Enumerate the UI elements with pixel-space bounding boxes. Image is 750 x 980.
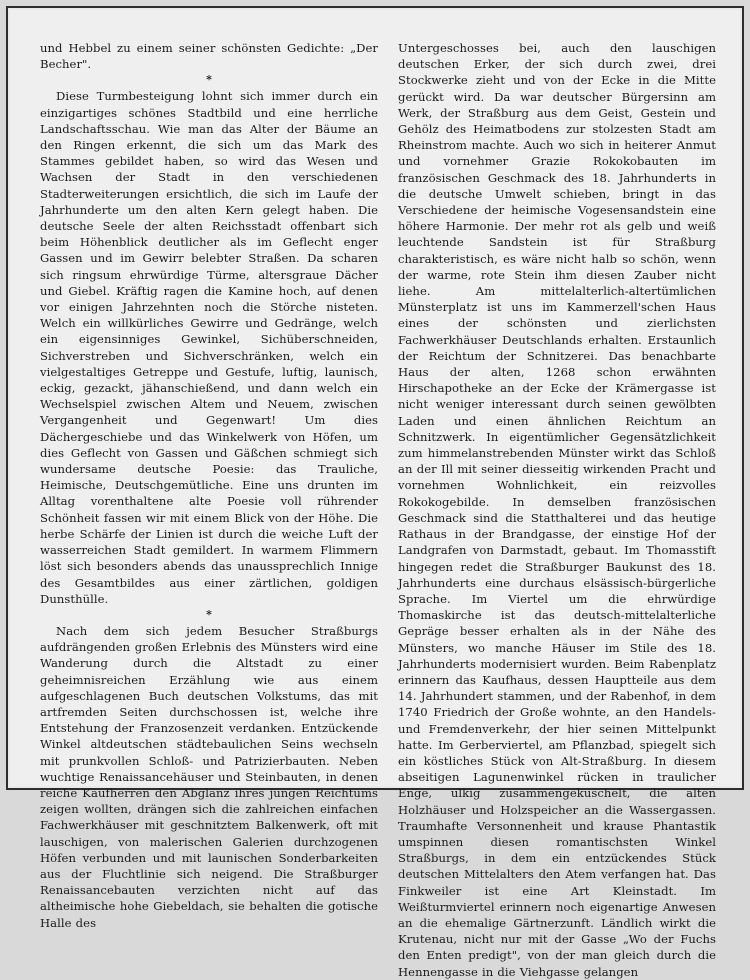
section-separator: * bbox=[206, 607, 212, 621]
paragraph: Untergeschosses bei, auch den lauschigen deutschen Erker, der sich durch zwei, drei Stockwerke zieht und von der Ecke in die Mitte gerückt wird. Da war deutscher Bürgersinn am Werk, der Straßburg aus dem Geist, Gestein und Gehölz des Heimatbodens zur stolzesten Stadt am Rheinstrom machte. Auch wo sich in heiterer Anmut und vornehmer Grazie Rokokobauten im französischen Geschmack des 18. Jahrhunderts in die deutsche Umwelt schieben, bringt in das Verschiedene der heimische Vogesensandstein eine höhere Harmonie. Der mehr rot als gelb und weiß leuchtende Sandstein ist für Straßburg charakteristisch, es wäre nicht halb so schön, wenn der warme, rote Stein ihm diesen Zauber nicht liehe. Am mittelalterlich-altertümlichen Münsterplatz ist uns im Kammerzell'schen Haus eines der schönsten und zierlichsten Fachwerkhäuser Deutschlands erhalten. Erstaunlich der Reichtum der Schnitzerei. Das benachbarte Haus der alten, 1268 schon erwähnten Hirschapotheke an der Ecke der Krämergasse ist nicht weniger interessant durch seinen gewölbten Laden und einen ähnlichen Reichtum an Schnitzwerk. In eigentümlicher Gegensätzlichkeit zum himmelanstrebenden Münster wirkt das Schloß an der Ill mit seiner diesseitig wirkenden Pracht und vornehmen Wohnlichkeit, ein reizvolles Rokokogebilde. In demselben französischen Geschmack sind die Statthalterei und das heutige Rathaus in der Brandgasse, der einstige Hof der Landgrafen von Darmstadt, gebaut. Im Thomasstift hingegen redet die Straßburger Baukunst des 18. Jahrhunderts eine durchaus elsässisch-bürgerliche Sprache. Im Viertel um die ehrwürdige Thomaskirche ist das deutsch-mittelalterliche Gepräge besser erhalten als in der Nähe des Münsters, wo manche Häuser im Stile des 18. Jahrhunderts modernisiert wurden. Beim Rabenplatz erinnern das Kaufhaus, dessen Hauptteile aus dem 14. Jahrhundert stammen, und der Rabenhof, in dem 1740 Friedrich der Große wohnte, an den Handels- und Fremdenverkehr, der hier seinen Mittelpunkt hatte. Im Gerberviertel, am Pflanzbad, spiegelt sich ein köstliches Stück von Alt-Straßburg. In diesem abseitigen Lagunenwinkel rücken in traulicher Enge, ulkig zusammengekuschelt, die alten Holzhäuser und Holzspeicher an die Wassergassen. Traumhafte Versonnenheit und krause Phantastik umspinnen diesen romantischsten Winkel Straßburgs, in dem ein entzückendes Stück deutschen Mittelalters den Atem verfangen hat. Das Finkweiler ist eine Art Kleinstadt. Im Weißturmviertel erinnern noch eigenartige Anwesen an die ehemalige Gärtnerzunft. Ländlich wirkt die Krutenau, nicht nur mit der Gasse „Wo der Fuchs den Enten predigt", von der man gleich durch die Hennengasse in die Viehgasse gelangen bbox=[398, 41, 716, 979]
book-page bbox=[10, 10, 740, 979]
paragraph: Nach dem sich jedem Besucher Straßburgs aufdrängenden großen Erlebnis des Münsters wird eine Wanderung durch die Altstadt zu einer geheimnisreichen Erzählung wie aus einem aufgeschlagenen Buch deutschen Volkstums, das mit artfremden Seiten durchschossen ist, welche ihre Entstehung der Franzosenzeit verdanken. Entzückende Winkel altdeutschen städtebaulichen Seins wechseln mit prunkvollen Schloß- und Patrizierbauten. Neben wuchtige Renaissancehäuser und Steinbauten, in denen reiche Kaufherren den Abglanz ihres jungen Reichtums zeigen wollten, drängen sich die zahlreichen einfachen Fachwerkhäuser mit geschnitztem Balkenwerk, oft mit lauschigen, von malerischen Galerien durchzogenen Höfen verbunden und mit launischen Sonderbarkeiten aus der Fluchtlinie sich neigend. Die Straßburger Renaissancebauten verzichten nicht auf das altheimische hohe Giebeldach, sie behalten die gotische Halle des bbox=[40, 623, 378, 930]
paragraph: und Hebbel zu einem seiner schönsten Gedichte: „Der Becher". bbox=[40, 41, 378, 72]
paragraph: Diese Turmbesteigung lohnt sich immer durch ein einzigartiges schönes Stadtbild und eine herrliche Landschaftsschau. Wie man das Alter der Bäume an den Ringen erkennt, die sich um das Mark des Stammes gebildet haben, so wird das Wesen und Wachsen der Stadt in den verschiedenen Stadterweiterungen ersichtlich, die sich im Laufe der Jahrhunderte um den alten Kern gelegt haben. Die deutsche Seele der alten Reichsstadt offenbart sich beim Höhenblick deutlicher als im Geflecht enger Gassen und im Gewirr belebter Straßen. Da scharen sich ringsum ehrwürdige Türme, altersgraue Dächer und Giebel. Kräftig ragen die Kamine hoch, auf denen vor einigen Jahrzehnten noch die Störche nisteten. Welch ein willkürliches Gewirre und Gedränge, welch ein eigensinniges Gewinkel, Sichüberschneiden, Sichverstreben und Sichverschränken, welch ein vielgestaltiges Getreppe und Gestufe, luftig, launisch, eckig, gezackt, jähanschießend, und dann welch ein Wechselspiel zwischen Altem und Neuem, zwischen Vergangenheit und Gegenwart! Um dies Dächergeschiebe und das Winkelwerk von Höfen, um dies Geflecht von Gassen und Gäßchen schmiegt sich wundersame deutsche Poesie: das Trauliche, Heimische, Deutschgemütliche. Eine uns drunten im Alltag vorenthaltene alte Poesie voll rührender Schönheit fassen wir mit einem Blick von der Höhe. Die herbe Schärfe der Linien ist durch die weiche Luft der wasserreichen Stadt gemildert. In warmem Flimmern löst sich besonders abends das unaussprechlich Innige des Gesamtbildes aus einer zärtlichen, goldigen Dunsthülle. bbox=[40, 89, 378, 606]
section-separator: * bbox=[206, 73, 212, 87]
left-column bbox=[40, 40, 378, 931]
right-column bbox=[398, 40, 716, 980]
